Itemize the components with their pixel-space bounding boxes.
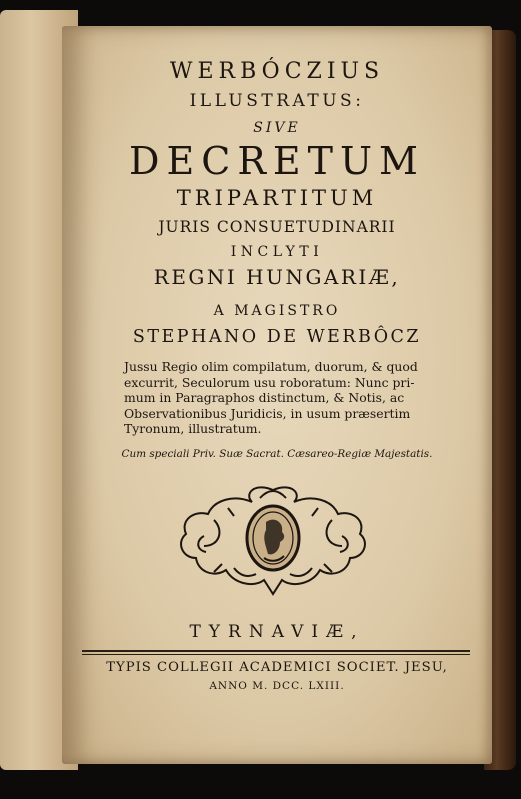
imprint-printer: TYPIS COLLEGII ACADEMICI SOCIET. JESU, [106, 660, 448, 675]
title-illustratus: ILLUSTRATUS: [189, 91, 365, 111]
description-line: Jussu Regio olim compilatum, duorum, & quod [124, 359, 418, 374]
description-line: Observationibus Juridicis, in usum præsertim [124, 405, 411, 421]
description-line: excurrit, Seculorum usu roboratum: Nunc pri- [124, 374, 415, 390]
ornament-vignette [174, 480, 372, 604]
title-a-magistro: A MAGISTRO [213, 303, 341, 319]
title-sive: SIVE [253, 120, 301, 136]
title-regni: REGNI HUNGARIÆ, [153, 265, 401, 289]
title-tripartitum: TRIPARTITUM [176, 186, 378, 210]
divider-rule-thin [82, 654, 470, 655]
title-page [62, 26, 492, 764]
title-inclyti: INCLYTI [230, 244, 324, 260]
description-line: mum in Paragraphos distinctum, & Notis, ac [124, 390, 405, 405]
description-paragraph [124, 359, 464, 437]
place-of-publication: TYRNAVIÆ, [189, 622, 365, 642]
title-juris: JURIS CONSUETUDINARII [158, 218, 396, 236]
privilege-line: Cum speciali Priv. Suæ Sacrat. Cæsareo-Regiæ Majestatis. [121, 448, 433, 460]
description-line: Tyronum, illustratum. [124, 421, 262, 436]
title-stephano: STEPHANO DE WERBÔCZ [132, 327, 422, 347]
title-decretum: DECRETUM [129, 139, 425, 183]
imprint-year: ANNO M. DCC. LXIII. [209, 680, 345, 692]
divider-rule [82, 650, 470, 652]
title-author: WERBÓCZIUS [169, 59, 385, 84]
